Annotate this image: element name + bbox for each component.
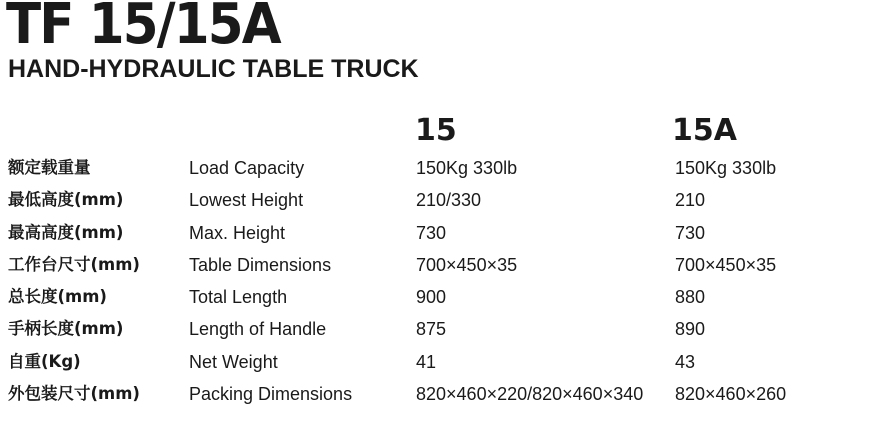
spec-label-cn: 最低高度(mm) xyxy=(8,190,124,210)
spec-value-model-2: 820×460×260 xyxy=(675,384,787,405)
spec-value-model-1: 210/330 xyxy=(416,190,482,211)
spec-row-packing-dimensions xyxy=(0,378,870,410)
spec-label-cn: 工作台尺寸(mm) xyxy=(8,254,140,274)
spec-label-en: Load Capacity xyxy=(189,158,305,178)
spec-row-net-weight xyxy=(0,346,870,378)
spec-row-handle-length xyxy=(0,313,870,345)
spec-label-cn: 总长度(mm) xyxy=(8,287,107,307)
spec-row-lowest-height xyxy=(0,184,870,216)
spec-label-cn: 手柄长度(mm) xyxy=(8,319,124,339)
spec-label-en: Max. Height xyxy=(189,222,286,243)
spec-value-model-1: 41 xyxy=(416,351,437,372)
spec-label-cn: 外包装尺寸(mm) xyxy=(8,384,140,404)
spec-table xyxy=(0,152,870,410)
spec-label-cn: 最高高度(mm) xyxy=(8,222,124,242)
spec-label-en: Packing Dimensions xyxy=(189,384,353,405)
spec-label-en: Net Weight xyxy=(189,351,278,372)
spec-value-model-2: 210 xyxy=(675,190,706,211)
product-subtitle: HAND-HYDRAULIC TABLE TRUCK xyxy=(8,55,419,83)
spec-value-model-1: 875 xyxy=(416,319,447,340)
spec-value-model-1: 700×450×35 xyxy=(416,254,518,275)
model-title: TF 15/15A xyxy=(6,0,280,57)
spec-label-cn: 额定载重量 xyxy=(8,158,91,177)
spec-value-model-2: 890 xyxy=(675,319,706,340)
spec-label-en: Lowest Height xyxy=(189,190,304,211)
spec-value-model-1: 900 xyxy=(416,287,447,308)
spec-value-model-2: 730 xyxy=(675,222,706,243)
spec-label-en: Total Length xyxy=(189,287,288,308)
column-header-model-2: 15A xyxy=(672,113,737,148)
spec-value-model-2: 43 xyxy=(675,351,696,372)
spec-row-load-capacity xyxy=(0,152,870,184)
spec-row-total-length xyxy=(0,281,870,313)
column-header-model-1: 15 xyxy=(415,113,457,148)
spec-value-model-2: 150Kg 330lb xyxy=(675,158,777,178)
spec-label-en: Table Dimensions xyxy=(189,254,332,275)
spec-label-en: Length of Handle xyxy=(189,319,327,340)
spec-value-model-2: 700×450×35 xyxy=(675,254,777,275)
spec-value-model-1: 730 xyxy=(416,222,447,243)
spec-value-model-1: 820×460×220/820×460×340 xyxy=(416,384,644,405)
spec-row-max-height xyxy=(0,217,870,249)
spec-row-table-dimensions xyxy=(0,249,870,281)
spec-value-model-1: 150Kg 330lb xyxy=(416,158,518,178)
spec-value-model-2: 880 xyxy=(675,287,706,308)
spec-label-cn: 自重(Kg) xyxy=(8,351,81,371)
